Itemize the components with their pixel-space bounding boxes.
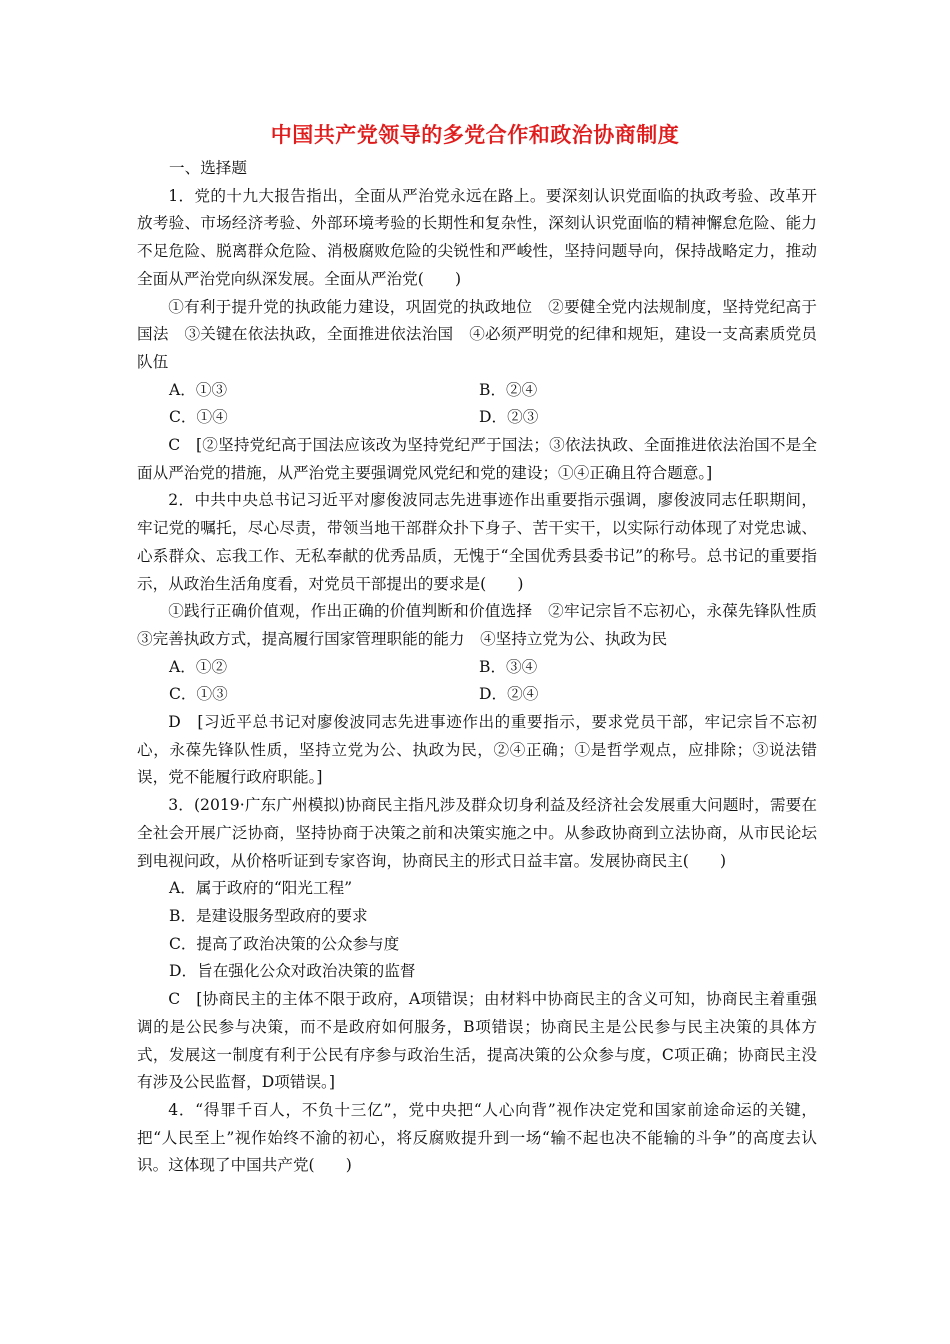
option-d: D．旨在强化公众对政治决策的监督 [169,962,416,981]
section-heading: 一、选择题 [169,159,247,177]
option-row [137,681,817,709]
option-c: C．①③ [169,685,228,704]
option-d: D．②④ [479,685,539,704]
answer-explanation: C [②坚持党纪高于国法应该改为坚持党纪严于国法；③依法执政、全面推进依法治国不是全面从严治党的措施，从严治党主要强调党风党纪和党的建设；①④正确且符合题意。] [137,436,817,482]
option-a: A．①③ [169,380,228,399]
question-2 [137,487,833,792]
question-1 [137,183,817,488]
answer-explanation: C [协商民主的主体不限于政府，A项错误；由材料中协商民主的含义可知，协商民主着重强调的是公民参与决策，而不是政府如何服务，B项错误；协商民主是公民参与民主决策的具体方式，发展这一制度有利于公民有序参与政治生活，提高决策的公众参与度，C项正确；协商民主没有涉及公民监督，D项错误。] [137,990,817,1092]
option-d: D．②③ [479,408,539,427]
question-stem: 1．党的十九大报告指出，全面从严治党永远在路上。要深刻认识党面临的执政考验、改革开放考验、市场经济考验、外部环境考验的长期性和复杂性，深刻认识党面临的精神懈怠危险、能力不足危险、脱离群众危险、消极腐败危险的尖锐性和严峻性，坚持问题导向，保持战略定力，推动全面从严治党向纵深发展。全面从严治党( ) [137,186,817,288]
option-c: C．①④ [169,408,228,427]
question-stem: 4．“得罪千百人，不负十三亿”，党中央把“人心向背”视作决定党和国家前途命运的关键，把“人民至上”视作始终不渝的初心，将反腐败提升到一场“输不起也决不能输的斗争”的高度去认识。这体现了中国共产党( ) [137,1100,817,1175]
answer-explanation: D [习近平总书记对廖俊波同志先进事迹作出的重要指示，要求党员干部，牢记宗旨不忘初心，永葆先锋队性质，坚持立党为公、执政为民，②④正确；①是哲学观点，应排除；③说法错误，党不能履行政府职能。] [137,713,817,787]
question-4 [137,1097,817,1180]
option-row [137,404,817,432]
question-statements: ①践行正确价值观，作出正确的价值判断和价值选择 ②牢记宗旨不忘初心，永葆先锋队性质 ③完善执政方式，提高履行国家管理职能的能力 ④坚持立党为公、执政为民 [137,602,833,648]
option-b: B．③④ [479,657,538,676]
question-stem: 3．(2019·广东广州模拟)协商民主指凡涉及群众切身利益及经济社会发展重大问题时，需要在全社会开展广泛协商，坚持协商于决策之前和决策实施之中。从参政协商到立法协商，从市民论坛到电视问政，从价格听证到专家咨询，协商民主的形式日益丰富。发展协商民主( ) [137,796,817,870]
option-b: B．是建设服务型政府的要求 [169,906,368,925]
document-body [137,155,833,1180]
option-row [137,654,817,682]
page-title: 中国共产党领导的多党合作和政治协商制度 [270,123,680,147]
option-a: A．属于政府的“阳光工程” [169,879,353,898]
option-row [137,377,817,405]
question-3 [137,792,817,1097]
option-b: B．②④ [479,380,538,399]
question-statements: ①有利于提升党的执政能力建设，巩固党的执政地位 ②要健全党内法规制度，坚持党纪高于国法 ③关键在依法执政，全面推进依法治国 ④必须严明党的纪律和规矩，建设一支高素质党员队伍 [137,297,817,371]
option-a: A．①② [169,657,228,676]
question-stem: 2．中共中央总书记习近平对廖俊波同志先进事迹作出重要指示强调，廖俊波同志任职期间，牢记党的嘱托，尽心尽责，带领当地干部群众扑下身子、苦干实干，以实际行动体现了对党忠诚、心系群众、忘我工作、无私奉献的优秀品质，无愧于“全国优秀县委书记”的称号。总书记的重要指示，从政治生活角度看，对党员干部提出的要求是( ) [137,491,817,593]
option-c: C．提高了政治决策的公众参与度 [169,934,400,953]
